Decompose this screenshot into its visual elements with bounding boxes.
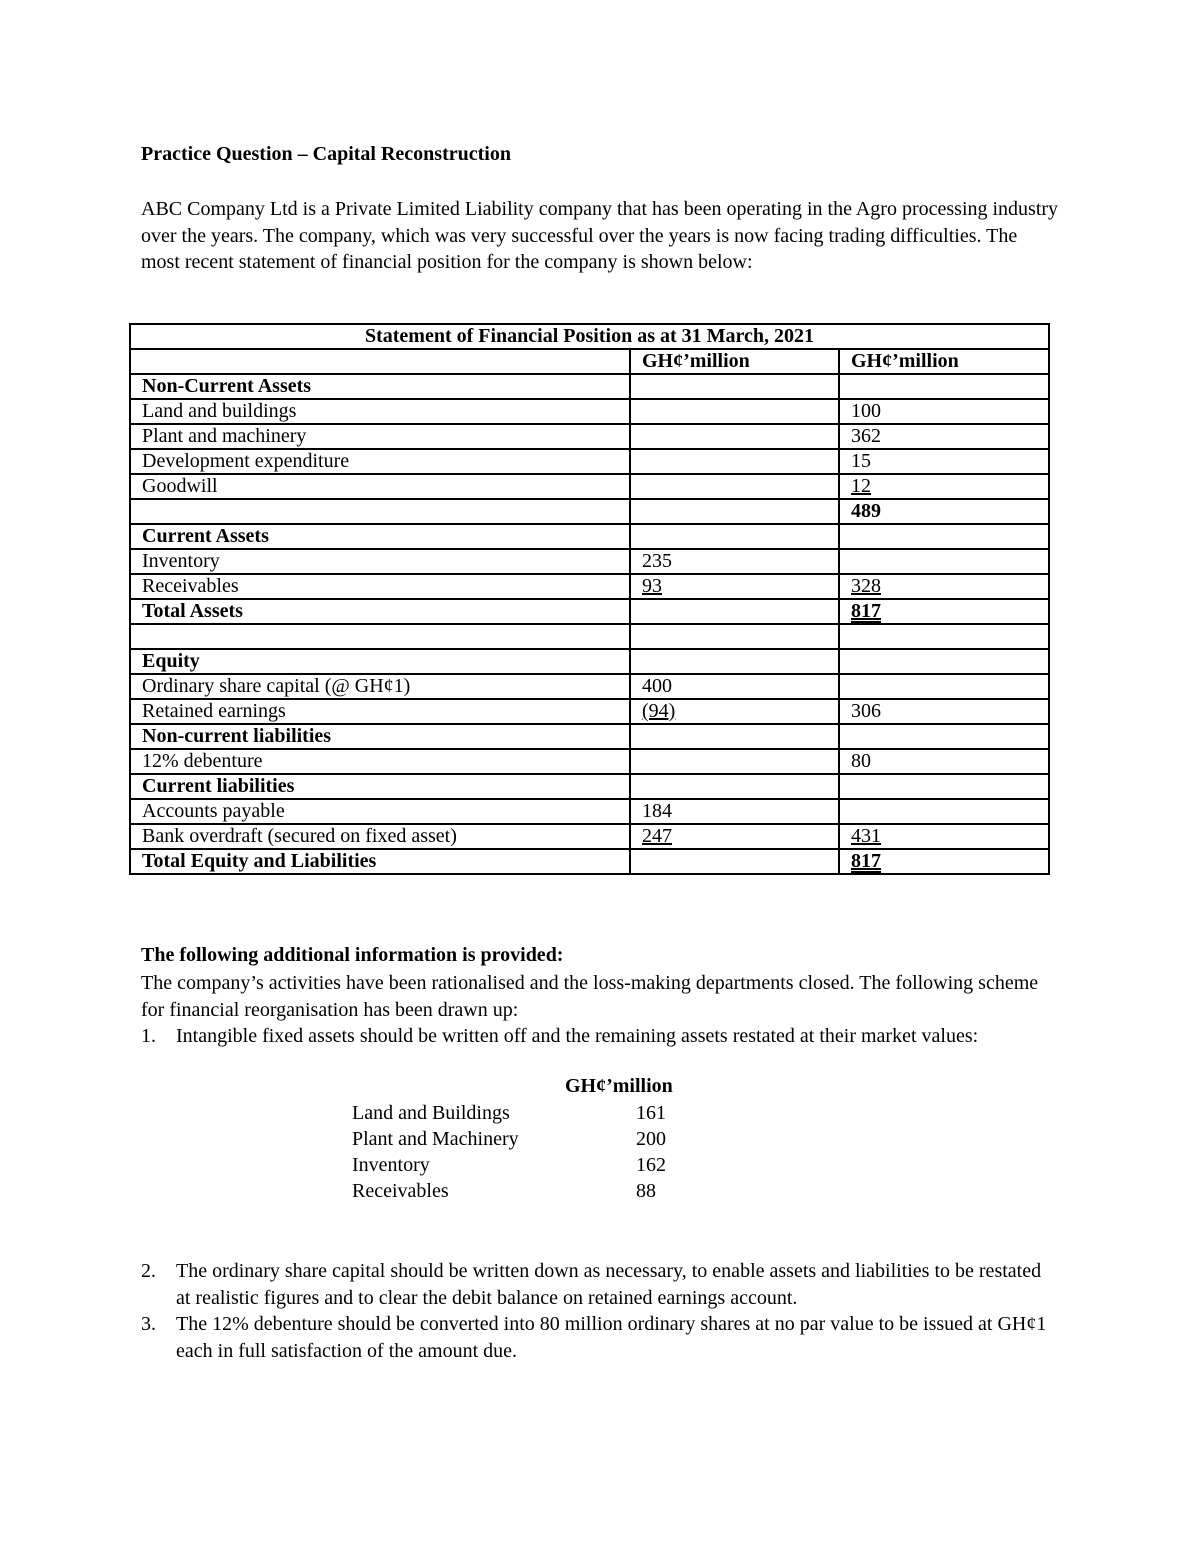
table-row — [130, 774, 1049, 799]
list-item-text: Intangible fixed assets should be written off and the remaining assets restated at their market values: — [176, 1025, 979, 1047]
receivables-value: 93 — [642, 575, 662, 597]
market-value-label: Plant and Machinery — [352, 1128, 519, 1150]
table-row — [130, 474, 1049, 499]
row-label: Development expenditure — [130, 449, 630, 474]
market-value-amount: 88 — [636, 1180, 656, 1202]
market-value-row — [352, 1100, 752, 1126]
market-value-row — [352, 1152, 752, 1178]
row-c1 — [630, 624, 839, 649]
row-c2 — [839, 674, 1049, 699]
header-blank — [130, 349, 630, 374]
row-c1 — [630, 524, 839, 549]
row-c2 — [839, 374, 1049, 399]
row-label: Accounts payable — [130, 799, 630, 824]
row-c1 — [630, 599, 839, 624]
table-row — [130, 549, 1049, 574]
table-caption: Statement of Financial Position as at 31 March, 2021 — [130, 324, 1049, 349]
row-c2: 15 — [839, 449, 1049, 474]
table-row — [130, 674, 1049, 699]
additional-info-text: The company’s activities have been rationalised and the loss-making departments closed. The following scheme for financial reorganisation has been drawn up: — [141, 972, 1039, 1021]
row-c2: 362 — [839, 424, 1049, 449]
total-equity-liabilities-value: 817 — [851, 850, 881, 872]
row-c1 — [630, 849, 839, 874]
current-assets-total: 328 — [851, 575, 881, 597]
market-values-header: GH¢’million — [565, 1075, 673, 1097]
row-label: Total Equity and Liabilities — [130, 849, 630, 874]
table-row — [130, 574, 1049, 599]
col1-header: GH¢’million — [630, 349, 839, 374]
row-c1 — [630, 574, 839, 599]
row-label: Non-current liabilities — [130, 724, 630, 749]
table-row — [130, 499, 1049, 524]
table-row — [130, 699, 1049, 724]
row-c1 — [630, 424, 839, 449]
row-label: Ordinary share capital (@ GH¢1) — [130, 674, 630, 699]
row-c2 — [839, 724, 1049, 749]
row-c1 — [630, 449, 839, 474]
additional-info-heading: The following additional information is provided: — [141, 944, 564, 966]
row-label: Non-Current Assets — [130, 374, 630, 399]
list-item-number: 1. — [141, 1025, 156, 1047]
row-c2 — [839, 599, 1049, 624]
table-row — [130, 449, 1049, 474]
non-current-total: 489 — [839, 499, 1049, 524]
market-value-amount: 200 — [636, 1128, 666, 1150]
table-row — [130, 624, 1049, 649]
row-c1 — [630, 474, 839, 499]
row-c1 — [630, 399, 839, 424]
table-row — [130, 399, 1049, 424]
table-header-row — [130, 349, 1049, 374]
row-label — [130, 499, 630, 524]
intro-paragraph: ABC Company Ltd is a Private Limited Liability company that has been operating in the Agro processing industry over the years. The company, which was very successful over the years is now facing trading difficulties. The most recent statement of financial position for the company is shown below: — [141, 198, 1059, 273]
row-c2 — [839, 799, 1049, 824]
document-title: Practice Question – Capital Reconstruction — [141, 143, 511, 165]
row-c2 — [839, 474, 1049, 499]
bank-overdraft-value: 247 — [642, 825, 672, 847]
table-row — [130, 524, 1049, 549]
row-c2 — [839, 574, 1049, 599]
table-row — [130, 599, 1049, 624]
list-item-number: 2. — [141, 1260, 156, 1282]
row-label: Total Assets — [130, 599, 630, 624]
table-caption-row — [130, 324, 1049, 349]
table-row — [130, 724, 1049, 749]
row-c1 — [630, 649, 839, 674]
row-c2 — [839, 849, 1049, 874]
row-label: Current liabilities — [130, 774, 630, 799]
row-label: Goodwill — [130, 474, 630, 499]
row-c2: 306 — [839, 699, 1049, 724]
financial-position-table — [129, 323, 1050, 875]
table-row — [130, 424, 1049, 449]
goodwill-value: 12 — [851, 475, 871, 497]
row-label: Inventory — [130, 549, 630, 574]
row-c1: 235 — [630, 549, 839, 574]
row-label — [130, 624, 630, 649]
row-c1 — [630, 374, 839, 399]
total-assets-value: 817 — [851, 600, 881, 622]
table-row — [130, 649, 1049, 674]
row-label: Bank overdraft (secured on fixed asset) — [130, 824, 630, 849]
market-value-label: Receivables — [352, 1180, 449, 1202]
row-c1 — [630, 724, 839, 749]
row-c2 — [839, 649, 1049, 674]
row-c1 — [630, 774, 839, 799]
market-value-label: Inventory — [352, 1154, 430, 1176]
table-row — [130, 849, 1049, 874]
col2-header: GH¢’million — [839, 349, 1049, 374]
row-label: Retained earnings — [130, 699, 630, 724]
retained-earnings-value: (94) — [642, 700, 676, 722]
row-c2 — [839, 549, 1049, 574]
market-value-amount: 161 — [636, 1102, 666, 1124]
row-label: Plant and machinery — [130, 424, 630, 449]
row-c1 — [630, 499, 839, 524]
row-c1 — [630, 699, 839, 724]
current-liabilities-total: 431 — [851, 825, 881, 847]
table-row — [130, 374, 1049, 399]
row-c1: 400 — [630, 674, 839, 699]
row-c2 — [839, 624, 1049, 649]
row-label: Equity — [130, 649, 630, 674]
list-item-number: 3. — [141, 1313, 156, 1335]
row-c2 — [839, 824, 1049, 849]
row-c2: 100 — [839, 399, 1049, 424]
list-item-text: The ordinary share capital should be written down as necessary, to enable assets and liabilities to be restated at realistic figures and to clear the debit balance on retained earnings account. — [176, 1260, 1042, 1309]
row-c2 — [839, 774, 1049, 799]
row-label: 12% debenture — [130, 749, 630, 774]
row-label: Receivables — [130, 574, 630, 599]
row-c1 — [630, 749, 839, 774]
market-value-row — [352, 1178, 752, 1204]
market-value-amount: 162 — [636, 1154, 666, 1176]
row-label: Land and buildings — [130, 399, 630, 424]
table-row — [130, 749, 1049, 774]
list-item-text: The 12% debenture should be converted into 80 million ordinary shares at no par value to be issued at GH¢1 each in full satisfaction of the amount due. — [176, 1313, 1047, 1362]
row-label: Current Assets — [130, 524, 630, 549]
row-c1: 184 — [630, 799, 839, 824]
table-row — [130, 824, 1049, 849]
row-c1 — [630, 824, 839, 849]
table-row — [130, 799, 1049, 824]
market-value-row — [352, 1126, 752, 1152]
row-c2: 80 — [839, 749, 1049, 774]
row-c2 — [839, 524, 1049, 549]
market-value-label: Land and Buildings — [352, 1102, 510, 1124]
